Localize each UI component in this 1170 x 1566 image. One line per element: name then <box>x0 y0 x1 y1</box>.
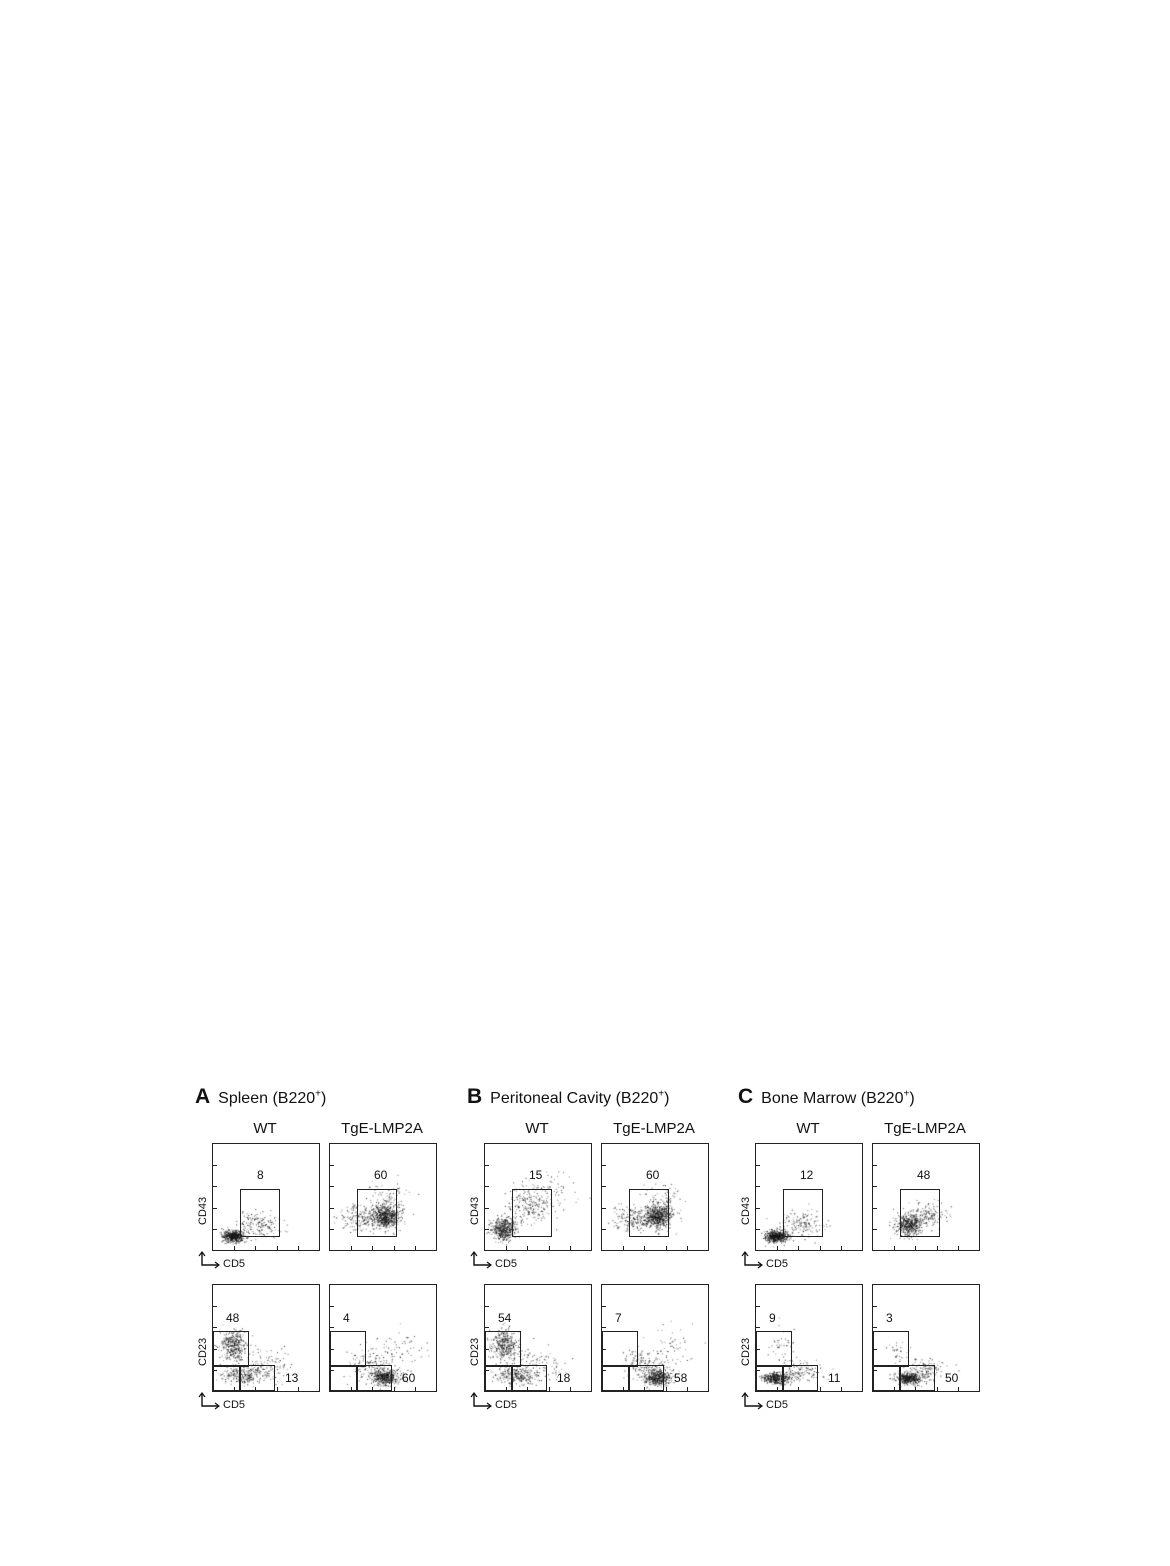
scatter-plot <box>329 1143 437 1251</box>
scatter-plot <box>872 1143 980 1251</box>
panel-tissue: Spleen (B220 <box>218 1090 316 1107</box>
scatter-plot <box>329 1284 437 1392</box>
tick-mark <box>820 1246 821 1250</box>
gate-percent-lower: 13 <box>285 1371 299 1385</box>
tick-mark <box>527 1246 528 1250</box>
tick-mark <box>415 1246 416 1250</box>
y-axis-label: CD23 <box>469 1337 481 1366</box>
x-axis-label: CD5 <box>223 1399 246 1411</box>
tick-mark <box>213 1186 217 1187</box>
gate-box-upper <box>873 1331 909 1367</box>
tick-mark <box>873 1327 877 1328</box>
tick-mark <box>234 1246 235 1250</box>
gate-percent-upper: 4 <box>343 1311 350 1325</box>
gate-box <box>240 1189 280 1237</box>
tick-mark <box>213 1229 217 1230</box>
tick-mark <box>756 1306 760 1307</box>
tick-mark <box>277 1387 278 1391</box>
y-axis-label: CD43 <box>469 1196 481 1225</box>
panel-tissue: Peritoneal Cavity (B220 <box>490 1090 659 1107</box>
axis-arrows-icon <box>739 1251 769 1271</box>
tick-mark <box>644 1246 645 1250</box>
tick-mark <box>756 1208 760 1209</box>
tick-mark <box>756 1186 760 1187</box>
x-axis-label: CD5 <box>495 1258 518 1270</box>
axis-arrows-icon <box>468 1392 498 1412</box>
y-axis-label: CD43 <box>197 1196 209 1225</box>
tick-mark <box>602 1229 606 1230</box>
axis-arrows-icon <box>739 1392 769 1412</box>
gate-percent-upper: 54 <box>498 1311 512 1325</box>
tick-mark <box>485 1208 489 1209</box>
panel-title-end: ) <box>909 1090 915 1107</box>
tick-mark <box>485 1229 489 1230</box>
gate-box <box>512 1189 552 1237</box>
panel-superscript: + <box>903 1088 910 1100</box>
tick-mark <box>277 1246 278 1250</box>
panel-letter: C <box>738 1085 754 1108</box>
tick-mark <box>687 1387 688 1391</box>
tick-mark <box>485 1306 489 1307</box>
tick-mark <box>570 1246 571 1250</box>
tick-mark <box>330 1186 334 1187</box>
tick-mark <box>873 1229 877 1230</box>
tick-mark <box>549 1387 550 1391</box>
panel-tissue: Bone Marrow (B220 <box>761 1090 904 1107</box>
tick-mark <box>351 1246 352 1250</box>
scatter-plot <box>484 1284 592 1392</box>
tick-mark <box>506 1246 507 1250</box>
tick-mark <box>485 1165 489 1166</box>
gate-percent: 60 <box>374 1168 388 1182</box>
tick-mark <box>777 1246 778 1250</box>
gate-percent: 48 <box>917 1168 931 1182</box>
tick-mark <box>958 1387 959 1391</box>
column-header: WT <box>796 1120 820 1137</box>
tick-mark <box>213 1327 217 1328</box>
gate-percent-lower: 50 <box>945 1371 959 1385</box>
tick-mark <box>213 1208 217 1209</box>
gate-percent-upper: 7 <box>615 1311 622 1325</box>
column-header: TgE-LMP2A <box>884 1120 966 1137</box>
scatter-plot <box>755 1284 863 1392</box>
gate-percent: 15 <box>529 1168 543 1182</box>
tick-mark <box>298 1387 299 1391</box>
axis-arrows-icon <box>196 1251 226 1271</box>
gate-box-lower <box>239 1365 275 1391</box>
tick-mark <box>873 1186 877 1187</box>
y-axis-label: CD23 <box>197 1337 209 1366</box>
panel-letter: B <box>467 1085 483 1108</box>
gate-box-lower <box>356 1365 392 1391</box>
panel-letter: A <box>195 1085 211 1108</box>
tick-mark <box>298 1246 299 1250</box>
x-axis-label: CD5 <box>223 1258 246 1270</box>
gate-box-lower-left <box>213 1365 241 1391</box>
tick-mark <box>623 1246 624 1250</box>
tick-mark <box>602 1186 606 1187</box>
tick-mark <box>873 1306 877 1307</box>
tick-mark <box>894 1246 895 1250</box>
scatter-plot <box>755 1143 863 1251</box>
gate-box <box>629 1189 669 1237</box>
tick-mark <box>602 1165 606 1166</box>
y-axis-label: CD43 <box>740 1196 752 1225</box>
tick-mark <box>873 1208 877 1209</box>
axis-arrows-icon <box>196 1392 226 1412</box>
scatter-plot <box>872 1284 980 1392</box>
gate-percent-lower: 60 <box>402 1371 416 1385</box>
panel-title-end: ) <box>320 1090 327 1107</box>
gate-percent-upper: 3 <box>886 1311 893 1325</box>
gate-percent-lower: 58 <box>674 1371 688 1385</box>
tick-mark <box>756 1165 760 1166</box>
column-header: TgE-LMP2A <box>613 1120 695 1137</box>
tick-mark <box>687 1246 688 1250</box>
gate-percent: 60 <box>646 1168 660 1182</box>
column-header: WT <box>253 1120 277 1137</box>
panel-title-end: ) <box>664 1090 670 1107</box>
x-axis-label: CD5 <box>766 1399 789 1411</box>
tick-mark <box>841 1246 842 1250</box>
x-axis-label: CD5 <box>495 1399 518 1411</box>
gate-percent: 8 <box>257 1168 264 1182</box>
tick-mark <box>255 1246 256 1250</box>
gate-box-upper <box>213 1331 249 1367</box>
panel-title <box>195 1085 326 1109</box>
tick-mark <box>958 1246 959 1250</box>
gate-box-lower <box>782 1365 818 1391</box>
tick-mark <box>798 1246 799 1250</box>
tick-mark <box>372 1246 373 1250</box>
gate-box <box>357 1189 397 1237</box>
tick-mark <box>330 1229 334 1230</box>
scatter-plot <box>601 1143 709 1251</box>
scatter-plot <box>212 1143 320 1251</box>
panel-title <box>738 1085 915 1109</box>
gate-box <box>783 1189 823 1237</box>
gate-box-upper <box>602 1331 638 1367</box>
tick-mark <box>485 1327 489 1328</box>
tick-mark <box>415 1387 416 1391</box>
tick-mark <box>394 1387 395 1391</box>
x-axis-label: CD5 <box>766 1258 789 1270</box>
column-header: TgE-LMP2A <box>341 1120 423 1137</box>
gate-box-lower-left <box>602 1365 630 1391</box>
gate-box-upper <box>756 1331 792 1367</box>
tick-mark <box>485 1186 489 1187</box>
tick-mark <box>915 1246 916 1250</box>
gate-box <box>900 1189 940 1237</box>
tick-mark <box>841 1387 842 1391</box>
gate-box-lower <box>511 1365 547 1391</box>
gate-percent-upper: 48 <box>226 1311 240 1325</box>
gate-percent-lower: 11 <box>828 1371 841 1385</box>
tick-mark <box>330 1165 334 1166</box>
panel-superscript: + <box>315 1088 321 1100</box>
tick-mark <box>666 1246 667 1250</box>
tick-mark <box>213 1165 217 1166</box>
gate-percent-lower: 18 <box>557 1371 571 1385</box>
gate-box-lower <box>899 1365 935 1391</box>
axis-arrows-icon <box>468 1251 498 1271</box>
tick-mark <box>549 1246 550 1250</box>
gate-box-lower-left <box>330 1365 358 1391</box>
tick-mark <box>602 1306 606 1307</box>
tick-mark <box>330 1208 334 1209</box>
tick-mark <box>570 1387 571 1391</box>
tick-mark <box>937 1387 938 1391</box>
scatter-plot <box>601 1284 709 1392</box>
tick-mark <box>756 1327 760 1328</box>
column-header: WT <box>525 1120 549 1137</box>
panel-superscript: + <box>658 1088 665 1100</box>
tick-mark <box>213 1306 217 1307</box>
scatter-plot <box>212 1284 320 1392</box>
tick-mark <box>330 1327 334 1328</box>
panel-title <box>467 1085 669 1109</box>
y-axis-label: CD23 <box>740 1337 752 1366</box>
tick-mark <box>330 1306 334 1307</box>
gate-box-lower-left <box>873 1365 901 1391</box>
gate-percent: 12 <box>800 1168 814 1182</box>
gate-percent-upper: 9 <box>769 1311 776 1325</box>
gate-box-lower-left <box>485 1365 513 1391</box>
scatter-plot <box>484 1143 592 1251</box>
gate-box-upper <box>485 1331 521 1367</box>
tick-mark <box>394 1246 395 1250</box>
tick-mark <box>937 1246 938 1250</box>
tick-mark <box>756 1229 760 1230</box>
tick-mark <box>602 1327 606 1328</box>
tick-mark <box>820 1387 821 1391</box>
gate-box-lower-left <box>756 1365 784 1391</box>
gate-box-lower <box>628 1365 664 1391</box>
tick-mark <box>602 1208 606 1209</box>
tick-mark <box>666 1387 667 1391</box>
tick-mark <box>873 1165 877 1166</box>
gate-box-upper <box>330 1331 366 1367</box>
